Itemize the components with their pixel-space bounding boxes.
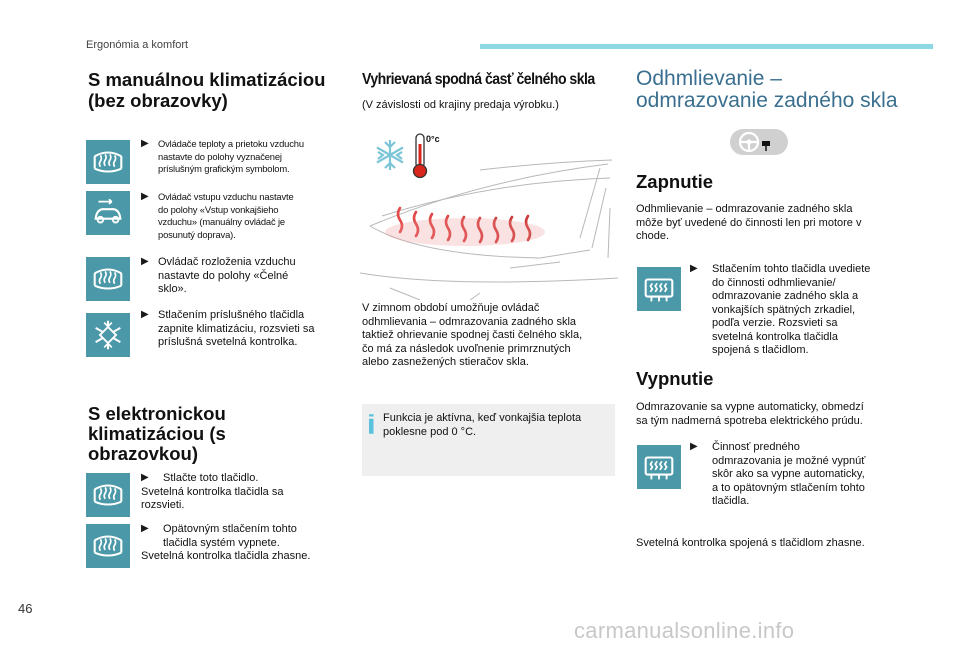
- bullet-arrow-icon: ▶: [141, 472, 149, 483]
- snowflake-ac-icon: [86, 313, 130, 357]
- switch-on-item: Stlačením tohto tlačidla uvediete do činnosti odhmlievanie/ odmrazovanie zadného skla a vonkajších spätných zrkadiel, podľa verzie. Rozsvieti sa svetelná kontrolka tlačidla spojená s tlačidlom.: [712, 263, 871, 356]
- heated-windscreen-body: V zimnom období umožňuje ovládač odhmlievania – odmrazovania zadného skla taktiež ohrievanie spodnej časti čelného skla, čo má za následok uvoľnenie primrznutých alebo zasnežených stieračov skla.: [362, 302, 583, 368]
- bullet-arrow-icon: ▶: [141, 256, 149, 267]
- bullet-arrow-icon: ▶: [141, 309, 149, 320]
- electronic-item-1-rest: Svetelná kontrolka tlačidla sa rozsvieti.: [141, 485, 284, 511]
- bullet-arrow-icon: ▶: [141, 523, 149, 534]
- bullet-arrow-icon: ▶: [690, 441, 698, 452]
- electronic-item-2-rest: Svetelná kontrolka tlačidla zhasne.: [141, 550, 311, 562]
- heated-windscreen-subtitle: (V závislosti od krajiny predaja výrobku.): [362, 99, 559, 111]
- engine-running-pictogram: [730, 129, 788, 155]
- thermometer-icon: [414, 134, 427, 178]
- heated-windscreen-illustration: [360, 128, 618, 300]
- defrost-front-icon: [86, 140, 130, 184]
- switch-on-text: Odhmlievanie – odmrazovanie zadného skla môže byť uvedené do činnosti len pri motore v chode.: [636, 203, 862, 242]
- heading-switch-off: Vypnutie: [636, 368, 714, 389]
- air-recirculation-icon: [86, 191, 130, 235]
- bullet-arrow-icon: ▶: [690, 263, 698, 274]
- switch-off-text: Odmrazovanie sa vypne automaticky, obmedzí sa tým nadmerná spotreba elektrického prúdu.: [636, 401, 864, 427]
- heading-heated-windscreen: Vyhrievaná spodná časť čelného skla: [362, 71, 595, 88]
- info-note-text: Funkcia je aktívna, keď vonkajšia teplota poklesne pod 0 °C.: [383, 412, 582, 438]
- electronic-item-2: Opätovným stlačením tohto tlačidla systém vypnete.: [163, 523, 297, 549]
- temperature-label: 0°c: [426, 134, 440, 144]
- defrost-front-icon: [86, 473, 130, 517]
- steering-wheel-icon: [730, 129, 788, 155]
- watermark-text: carmanualsonline.info: [574, 618, 795, 643]
- page-number: 46: [18, 601, 33, 616]
- snowflake-icon: [377, 140, 403, 170]
- defrost-front-icon: [86, 524, 130, 568]
- rear-defrost-icon: [637, 445, 681, 489]
- heading-electronic-ac: S elektronickou klimatizáciou (s obrazovkou): [88, 403, 226, 464]
- bullet-arrow-icon: ▶: [141, 191, 149, 202]
- info-icon: [369, 412, 375, 436]
- heading-rear-defrost: Odhmlievanie – odmrazovanie zadného skla: [636, 67, 898, 112]
- heading-switch-on: Zapnutie: [636, 171, 714, 192]
- manual-item-1: Ovládače teploty a prietoku vzduchu nastavte do polohy vyznačenej príslušným grafickým symbolom.: [158, 138, 304, 174]
- rear-defrost-icon: [637, 267, 681, 311]
- heading-manual-ac: S manuálnou klimatizáciou (bez obrazovky): [88, 69, 326, 111]
- defrost-front-icon: [86, 257, 130, 301]
- switch-off-item: Činnosť predného odmrazovania je možné vypnúť skôr ako sa vypne automaticky, a to opätovným stlačením tohto tlačidla.: [712, 441, 866, 507]
- electronic-item-1-first: Stlačte toto tlačidlo.: [163, 472, 259, 484]
- section-accent-bar: [480, 44, 933, 49]
- manual-item-3: Ovládač rozloženia vzduchu nastavte do polohy «Čelné sklo».: [158, 256, 296, 295]
- section-title: Ergonómia a komfort: [86, 39, 189, 51]
- bullet-arrow-icon: ▶: [141, 138, 149, 149]
- manual-item-2: Ovládač vstupu vzduchu nastavte do polohy «Vstup vonkajšieho vzduchu» (manuálny ovládač je posunutý doprava).: [158, 191, 294, 240]
- switch-off-footer: Svetelná kontrolka spojená s tlačidlom zhasne.: [636, 537, 865, 549]
- manual-item-4: Stlačením príslušného tlačidla zapnite klimatizáciu, rozsvieti sa príslušná svetelná kontrolka.: [158, 309, 315, 348]
